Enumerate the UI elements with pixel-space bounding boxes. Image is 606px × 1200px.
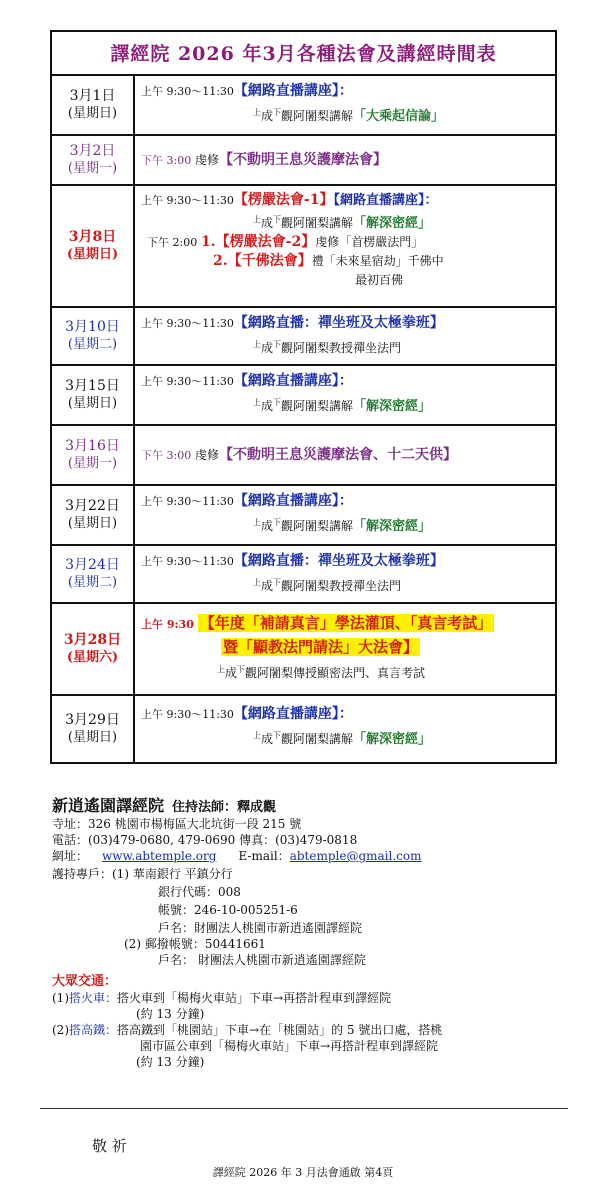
date-cell xyxy=(52,366,135,424)
date-cell xyxy=(52,308,135,364)
sutra-title: 「解深密經」 xyxy=(353,216,432,231)
closing: 敬 祈 xyxy=(92,1137,127,1155)
event-desc: 虔修「首楞嚴法門」 xyxy=(315,235,424,249)
account: 帳號：246-10-005251-6 xyxy=(158,903,298,917)
event-time: 上午 9:30～11:30 xyxy=(141,194,234,207)
event-cell xyxy=(135,486,555,544)
weekday: (星期二) xyxy=(67,575,118,590)
teacher-pre: 成 xyxy=(225,666,238,680)
teacher: 觀阿闍梨講解 xyxy=(281,216,354,230)
event-title: 暨「顯教法門請法」大法會】 xyxy=(223,638,419,656)
event-cell xyxy=(135,604,555,694)
weekday: (星期日) xyxy=(66,247,119,262)
weekday: (星期一) xyxy=(67,456,118,471)
teacher-pre: 成 xyxy=(261,579,274,593)
event-time: 上午 9:30～11:30 xyxy=(141,317,234,330)
address: 寺址：326 桃園市楊梅區大北坑街一段 215 號 xyxy=(52,817,302,831)
teacher: 觀阿闍梨傳授顯密法門、真言考試 xyxy=(245,666,426,680)
sup-mark: 上 xyxy=(253,578,261,587)
event-cell xyxy=(135,546,555,602)
event-title: 【網路直播講座】： xyxy=(233,373,353,389)
event-time: 上午 9:30～11:30 xyxy=(141,375,234,388)
event-cell xyxy=(135,426,555,484)
date-cell xyxy=(52,604,135,694)
date-cell xyxy=(52,486,135,544)
date-cell xyxy=(52,76,135,134)
transport-hsr xyxy=(52,1022,562,1038)
date: 3月8日 xyxy=(68,229,117,245)
date: 3月10日 xyxy=(65,319,120,335)
event-time: 上午 9:30～11:30 xyxy=(141,708,234,721)
sup-mark: 上 xyxy=(253,398,261,407)
weekday: (星期日) xyxy=(67,730,118,745)
transport-title: 大眾交通： xyxy=(52,974,118,989)
weekday: (星期二) xyxy=(67,337,118,352)
teacher-pre: 成 xyxy=(261,216,274,230)
donation-label: 護持專戶：(1) 華南銀行 平鎮分行 xyxy=(52,867,233,881)
table-row xyxy=(52,426,555,486)
sup-mark: 下 xyxy=(273,108,282,117)
event-title: 【網路直播講座】： xyxy=(233,706,353,722)
sutra-title: 「解深密經」 xyxy=(353,732,432,747)
event-title: 【楞嚴法會-1】 xyxy=(233,192,334,208)
event-title: 【網路直播講座】： xyxy=(333,193,438,208)
teacher-pre: 成 xyxy=(261,732,274,746)
table-row xyxy=(52,186,555,308)
sup-mark: 下 xyxy=(273,215,282,224)
date: 3月16日 xyxy=(65,438,120,454)
event-cell xyxy=(135,696,555,762)
event-time: 下午 3:00 xyxy=(141,448,192,462)
date: 3月2日 xyxy=(69,143,116,159)
teacher: 觀阿闍梨講解 xyxy=(281,399,354,413)
event-time: 上午 9:30 xyxy=(141,618,194,631)
teacher: 觀阿闍梨教授禪坐法門 xyxy=(281,579,402,593)
website-link[interactable]: www.abtemple.org xyxy=(102,849,217,863)
train-label: 搭火車： xyxy=(69,991,118,1005)
sup-mark: 下 xyxy=(237,665,246,674)
page-footer: 譯經院 2026 年 3 月法會通啟 第4頁 xyxy=(212,1166,394,1179)
event-title: 【網路直播：禪坐班及太極拳班】 xyxy=(233,315,444,331)
event-title: 【不動明王息災護摩法會、十二天供】 xyxy=(219,446,458,463)
sup-mark: 下 xyxy=(273,340,282,349)
schedule-title: 譯經院 2026 年3月各種法會及講經時間表 xyxy=(52,32,555,76)
postal-name: 戶名： 財團法人桃園市新逍遙園譯經院 xyxy=(158,953,366,967)
date: 3月22日 xyxy=(65,498,120,514)
sup-mark: 下 xyxy=(273,518,282,527)
schedule-table xyxy=(50,30,557,764)
hsr-time: (約 13 分鐘) xyxy=(136,1055,205,1069)
sup-mark: 上 xyxy=(253,215,261,224)
train-time: (約 13 分鐘) xyxy=(136,1007,205,1021)
date-cell xyxy=(52,696,135,762)
sup-mark: 下 xyxy=(273,398,282,407)
teacher-pre: 成 xyxy=(261,109,274,123)
item-number: 2. xyxy=(213,253,228,269)
table-row xyxy=(52,308,555,366)
weekday: (星期日) xyxy=(67,516,118,531)
teacher-pre: 成 xyxy=(261,399,274,413)
event-title: 【年度「補請真言」學法灌頂、「真言考試」 xyxy=(199,614,493,632)
event-title: 【楞嚴法會-2】 xyxy=(215,234,316,250)
account-name: 戶名：財團法人桃園市新逍遙園譯經院 xyxy=(158,921,363,935)
date-cell xyxy=(52,546,135,602)
teacher: 觀阿闍梨講解 xyxy=(281,109,354,123)
event-desc: 禮「未來星宿劫」千佛中 xyxy=(311,254,444,268)
hsr-num: (2) xyxy=(52,1023,69,1037)
weekday: (星期六) xyxy=(66,650,119,665)
event-cell xyxy=(135,366,555,424)
event-title: 【千佛法會】 xyxy=(227,253,312,269)
date-cell xyxy=(52,186,135,306)
event-cell xyxy=(135,76,555,134)
teacher: 觀阿闍梨講解 xyxy=(281,732,354,746)
sup-mark: 上 xyxy=(253,731,261,740)
date: 3月15日 xyxy=(65,378,120,394)
weekday: (星期一) xyxy=(67,161,118,176)
event-time: 下午 2:00 xyxy=(147,236,198,249)
event-cell xyxy=(135,186,555,306)
date: 3月29日 xyxy=(65,712,120,728)
date: 3月24日 xyxy=(65,557,120,573)
event-title: 【網路直播：禪坐班及太極拳班】 xyxy=(233,553,444,569)
event-cell xyxy=(135,308,555,364)
sutra-title: 「解深密經」 xyxy=(353,399,432,414)
hsr-text-2: 園市區公車到「楊梅火車站」下車→再搭計程車到譯經院 xyxy=(140,1039,439,1053)
event-time: 上午 9:30～11:30 xyxy=(141,85,234,98)
date: 3月28日 xyxy=(63,632,122,648)
temple-info xyxy=(52,798,562,1070)
sutra-title: 「解深密經」 xyxy=(353,519,432,534)
hsr-text: 搭高鐵到「桃園站」下車→在「桃園站」的 5 號出口處，搭桃 xyxy=(117,1023,443,1037)
sup-mark: 下 xyxy=(273,731,282,740)
sup-mark: 下 xyxy=(273,578,282,587)
event-verb: 虔修 xyxy=(195,447,220,462)
event-time: 上午 9:30～11:30 xyxy=(141,495,234,508)
hsr-label: 搭高鐵： xyxy=(69,1023,118,1037)
web-label: 網址： xyxy=(52,849,89,863)
email-link[interactable]: abtemple@gmail.com xyxy=(289,849,422,863)
table-row xyxy=(52,366,555,426)
sup-mark: 上 xyxy=(253,108,261,117)
weekday: (星期日) xyxy=(67,396,118,411)
train-text: 搭火車到「楊梅火車站」下車→再搭計程車到譯經院 xyxy=(117,991,392,1005)
divider xyxy=(40,1108,568,1109)
phone: 電話：(03)479-0680, 479-0690 傳真：(03)479-0818 xyxy=(52,833,358,847)
event-time: 下午 3:00 xyxy=(141,153,192,167)
date: 3月1日 xyxy=(69,88,116,104)
teacher-pre: 成 xyxy=(261,519,274,533)
postal-account: (2) 郵撥帳號：50441661 xyxy=(124,937,266,951)
event-title: 【不動明王息災護摩法會】 xyxy=(219,151,388,168)
teacher: 觀阿闍梨教授禪坐法門 xyxy=(281,341,402,355)
weekday: (星期日) xyxy=(67,106,118,121)
table-row xyxy=(52,486,555,546)
teacher-pre: 成 xyxy=(261,341,274,355)
event-title: 【網路直播講座】： xyxy=(233,83,353,99)
sutra-title: 「大乘起信論」 xyxy=(353,109,445,124)
temple-name: 新逍遙園譯經院 xyxy=(52,796,165,815)
table-row xyxy=(52,546,555,604)
bank-code: 銀行代碼：008 xyxy=(158,885,241,899)
table-row xyxy=(52,696,555,762)
event-verb: 虔修 xyxy=(195,152,220,167)
transport-train xyxy=(52,990,562,1006)
table-row xyxy=(52,136,555,186)
sup-mark: 上 xyxy=(253,518,261,527)
item-number: 1. xyxy=(201,234,216,250)
abbot: 住持法師：釋成觀 xyxy=(172,800,277,815)
teacher: 觀阿闍梨講解 xyxy=(281,519,354,533)
event-desc: 最初百佛 xyxy=(355,273,404,287)
date-cell xyxy=(52,426,135,484)
table-row xyxy=(52,604,555,696)
event-cell xyxy=(135,136,555,184)
sup-mark: 上 xyxy=(217,665,225,674)
date-cell xyxy=(52,136,135,184)
table-row xyxy=(52,76,555,136)
event-time: 上午 9:30～11:30 xyxy=(141,555,234,568)
train-num: (1) xyxy=(52,991,69,1005)
email-label: E-mail： xyxy=(238,849,290,863)
sup-mark: 上 xyxy=(253,340,261,349)
event-title: 【網路直播講座】： xyxy=(233,493,353,509)
